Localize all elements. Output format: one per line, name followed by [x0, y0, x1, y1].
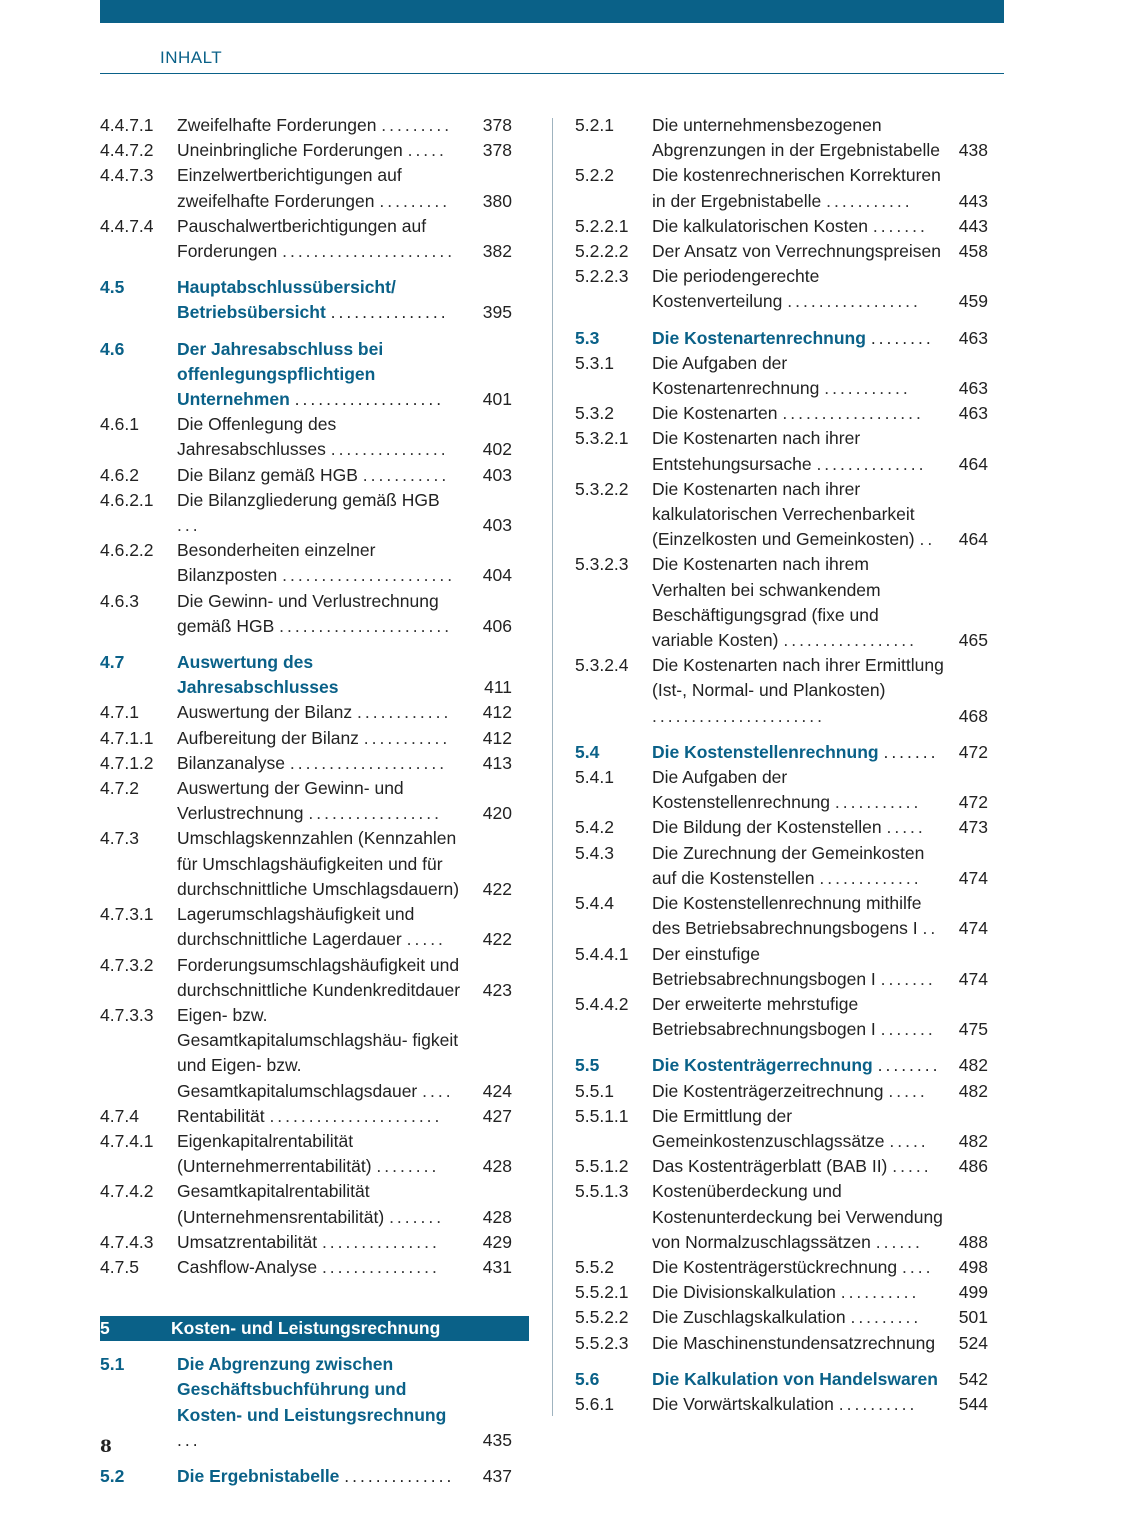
- toc-entry-number: 5.5.1.3: [575, 1181, 629, 1202]
- toc-entry[interactable]: [575, 1079, 988, 1104]
- dot-leader: ......................: [282, 241, 456, 262]
- toc-entry-title: Umschlagskennzahlen (Kennzahlen für Umschlagshäufigkeiten und für durchschnittliche Umschlagsdauern): [177, 828, 460, 899]
- toc-entry-title: Die Offenlegung des Jahresabschlusses: [177, 414, 337, 460]
- toc-entry-number: 4.7.1: [100, 702, 139, 723]
- toc-section-entry[interactable]: [575, 1053, 988, 1078]
- dot-leader: ...........: [362, 464, 450, 485]
- toc-entry-number: 5.4.4.2: [575, 993, 629, 1014]
- toc-entry-number: 5.2: [100, 1465, 125, 1486]
- toc-entry-title: Auswertung der Bilanz: [177, 702, 353, 723]
- toc-entry-number: 4.7.4.2: [100, 1181, 154, 1202]
- toc-section-entry[interactable]: [100, 650, 512, 700]
- chapter-heading[interactable]: [100, 1316, 529, 1341]
- toc-entry[interactable]: [575, 1179, 988, 1255]
- toc-entry-number: 5.5.2.1: [575, 1282, 629, 1303]
- toc-entry-page: 403: [482, 515, 512, 536]
- toc-entry-title: Eigen- bzw. Gesamtkapitalumschlagshäu- figkeit und Eigen- bzw. Gesamtkapitalumschlagsdauer: [177, 1004, 459, 1101]
- dot-leader: .................: [787, 291, 921, 312]
- toc-entry-page: 468: [958, 705, 988, 726]
- toc-entry[interactable]: [575, 351, 988, 401]
- dot-leader: ......................: [279, 615, 453, 636]
- toc-entry-page: 412: [482, 727, 512, 748]
- chapter-number: 5: [100, 1318, 110, 1339]
- toc-entry[interactable]: [100, 589, 512, 639]
- toc-entry-title: Die Kalkulation von Handelswaren: [652, 1368, 938, 1389]
- toc-entry-title: Zweifelhafte Forderungen: [177, 115, 377, 135]
- toc-entry[interactable]: [100, 902, 512, 952]
- toc-entry-page: 378: [482, 140, 512, 161]
- toc-entry-page: 542: [958, 1368, 988, 1389]
- toc-entry-page: 486: [958, 1156, 988, 1177]
- toc-entry-page: 443: [958, 190, 988, 211]
- toc-entry[interactable]: [100, 412, 512, 462]
- toc-entry-number: 4.7.4: [100, 1105, 139, 1126]
- toc-entry[interactable]: [575, 1104, 988, 1154]
- toc-entry-page: 463: [958, 327, 988, 348]
- toc-entry-title: Gesamtkapitalrentabilität (Unternehmensrentabilität): [177, 1181, 385, 1227]
- toc-entry-page: 459: [958, 291, 988, 312]
- toc-entry-title: Die Kostenträgerrechnung: [652, 1055, 873, 1076]
- toc-entry-title: Die kalkulatorischen Kosten: [652, 215, 868, 236]
- dot-leader: ...........: [834, 792, 922, 813]
- toc-entry[interactable]: [575, 1305, 988, 1330]
- toc-entry-title: Einzelwertberichtigungen auf zweifelhafte Forderungen: [177, 165, 402, 211]
- toc-entry-title: Die Bildung der Kostenstellen: [652, 817, 882, 838]
- toc-entry-number: 4.4.7.2: [100, 140, 154, 161]
- toc-entry-number: 5.4.2: [575, 817, 614, 838]
- toc-entry-title: Die Bilanz gemäß HGB: [177, 464, 358, 485]
- toc-entry-title: Das Kostenträgerblatt (BAB II): [652, 1156, 888, 1177]
- toc-entry-title: Die Aufgaben der Kostenstellenrechnung: [652, 767, 831, 813]
- toc-entry-number: 4.6.3: [100, 590, 139, 611]
- header-rule: [100, 73, 1004, 74]
- dot-leader: ...........: [824, 378, 911, 399]
- toc-entry-page: 443: [958, 215, 988, 236]
- toc-entry-title: Kostenüberdeckung und Kostenunterdeckung bei Verwendung von Normalzuschlagssätzen: [652, 1181, 943, 1252]
- dot-leader: ...........: [363, 727, 451, 748]
- dot-leader: ..................: [782, 403, 924, 424]
- toc-entry-title: Die kostenrechnerischen Korrekturen in der Ergebnistabelle: [652, 165, 941, 211]
- toc-entry-title: Die Kostenträgerzeitrechnung: [652, 1080, 884, 1101]
- toc-entry-number: 5.2.2.1: [575, 215, 629, 236]
- toc-entry-page: 464: [958, 453, 988, 474]
- toc-entry[interactable]: [575, 765, 988, 815]
- toc-entry-number: 4.7.4.1: [100, 1130, 154, 1151]
- toc-entry-page: 431: [482, 1256, 512, 1277]
- toc-entry-title: Bilanzanalyse: [177, 752, 285, 773]
- toc-entry-page: 403: [482, 464, 512, 485]
- toc-entry-title: Die Kostenartenrechnung: [652, 327, 866, 348]
- dot-leader: ....: [902, 1256, 934, 1277]
- toc-entry-page: 395: [482, 302, 512, 323]
- toc-entry[interactable]: [100, 1104, 512, 1129]
- toc-entry-title: Rentabilität: [177, 1105, 265, 1126]
- toc-entry-title: Die Kostenarten nach ihrer Ermittlung (Ist-, Normal- und Plankosten): [652, 655, 944, 701]
- toc-entry-number: 5.6: [575, 1368, 600, 1389]
- toc-entry-title: Die Zurechnung der Gemeinkosten auf die Kostenstellen: [652, 842, 925, 888]
- toc-entry[interactable]: [575, 1331, 988, 1356]
- dot-leader: ........: [877, 1055, 941, 1076]
- toc-entry-number: 5.5.1.2: [575, 1156, 629, 1177]
- toc-entry-title: Eigenkapitalrentabilität (Unternehmerrentabilität): [177, 1130, 372, 1177]
- toc-entry-number: 5.5: [575, 1055, 600, 1076]
- dot-leader: .............: [819, 867, 922, 888]
- toc-entry[interactable]: [100, 826, 512, 902]
- toc-section-entry[interactable]: [575, 1367, 988, 1392]
- toc-entry-page: 463: [958, 378, 988, 399]
- page-number: 8: [100, 1437, 112, 1457]
- dot-leader: ..............: [344, 1465, 455, 1486]
- toc-entry-title: Der Jahresabschluss bei offenlegungspflichtigen Unternehmen: [177, 338, 384, 410]
- dot-leader: .................: [308, 803, 443, 824]
- dot-leader: .......: [389, 1206, 445, 1227]
- dot-leader: .......: [880, 968, 936, 989]
- toc-entry-page: 401: [482, 389, 512, 410]
- toc-entry-page: 482: [958, 1055, 988, 1076]
- toc-entry-number: 4.7.3.2: [100, 954, 154, 975]
- toc-entry-page: 544: [958, 1393, 988, 1414]
- toc-entry-title: Aufbereitung der Bilanz: [177, 727, 359, 748]
- dot-leader: .....: [407, 140, 447, 161]
- toc-section-entry[interactable]: [100, 1464, 512, 1489]
- toc-entry-page: 472: [958, 741, 988, 762]
- toc-entry[interactable]: [575, 401, 988, 426]
- toc-entry-number: 5.3.1: [575, 352, 614, 373]
- dot-leader: .......: [872, 215, 928, 236]
- toc-entry-title: Die Vorwärtskalkulation: [652, 1393, 834, 1414]
- toc-entry-number: 5.6.1: [575, 1393, 614, 1414]
- toc-entry-number: 4.6: [100, 338, 125, 359]
- toc-entry[interactable]: [575, 815, 988, 840]
- toc-entry-page: 463: [958, 403, 988, 424]
- toc-section-entry[interactable]: [100, 337, 512, 413]
- dot-leader: .................: [783, 630, 917, 651]
- dot-leader: .....: [888, 1080, 928, 1101]
- toc-entry-page: 412: [482, 702, 512, 723]
- toc-entry[interactable]: [100, 138, 512, 163]
- dot-leader: ...................: [294, 389, 445, 410]
- toc-entry[interactable]: [575, 841, 988, 891]
- toc-entry-number: 4.7.3.3: [100, 1004, 154, 1025]
- toc-entry-number: 5.3: [575, 327, 600, 348]
- toc-entry-title: Pauschalwertberichtigungen auf Forderungen: [177, 215, 427, 262]
- toc-entry-page: 380: [482, 190, 512, 211]
- toc-entry[interactable]: [575, 891, 988, 941]
- toc-entry-page: 473: [958, 817, 988, 838]
- toc-entry-page: 402: [482, 439, 512, 460]
- column-divider: [552, 118, 553, 1416]
- dot-leader: ...............: [330, 302, 449, 323]
- dot-leader: ...............: [330, 439, 449, 460]
- toc-section-entry[interactable]: [100, 275, 512, 325]
- toc-section-entry[interactable]: [100, 1352, 512, 1453]
- section-header: INHALT: [160, 48, 223, 67]
- dot-leader: ......: [875, 1231, 923, 1252]
- toc-entry-title: Die Kostenarten nach ihrer kalkulatorischen Verrechenbarkeit (Einzelkosten und Gemeinkosten): [652, 478, 915, 550]
- dot-leader: ....: [422, 1080, 454, 1101]
- toc-entry-page: 482: [958, 1130, 988, 1151]
- toc-entry-page: 475: [958, 1019, 988, 1040]
- toc-entry[interactable]: [575, 477, 988, 553]
- toc-entry-number: 4.7.3.1: [100, 904, 154, 925]
- toc-entry[interactable]: [575, 942, 988, 992]
- toc-entry-title: Die Kostenträgerstückrechnung: [652, 1256, 898, 1277]
- toc-entry-page: 474: [958, 968, 988, 989]
- toc-entry[interactable]: [575, 113, 988, 163]
- toc-entry-page: 422: [482, 929, 512, 950]
- toc-entry[interactable]: [100, 726, 512, 751]
- dot-leader: ..: [919, 529, 936, 550]
- toc-entry[interactable]: [100, 488, 512, 538]
- toc-entry[interactable]: [100, 751, 512, 776]
- dot-leader: ...............: [321, 1231, 440, 1252]
- toc-entry-title: Die Aufgaben der Kostenartenrechnung: [652, 352, 820, 399]
- toc-entry[interactable]: [575, 653, 988, 729]
- toc-entry-number: 5.4.4.1: [575, 943, 629, 964]
- toc-entry-page: 423: [482, 979, 512, 1000]
- toc-entry-number: 5.3.2.1: [575, 428, 629, 449]
- dot-leader: .........: [379, 190, 451, 211]
- toc-entry-page: 482: [958, 1080, 988, 1101]
- toc-entry-page: 458: [958, 241, 988, 262]
- dot-leader: .....: [889, 1130, 929, 1151]
- toc-entry-number: 5.3.2.2: [575, 478, 629, 499]
- dot-leader: .....: [406, 929, 446, 950]
- toc-entry-page: 429: [482, 1231, 512, 1252]
- dot-leader: ......................: [269, 1105, 443, 1126]
- toc-entry-title: Der Ansatz von Verrechnungspreisen: [652, 241, 941, 262]
- toc-entry[interactable]: [575, 239, 988, 264]
- dot-leader: .....: [892, 1156, 932, 1177]
- chapter-title: Kosten- und Leistungsrechnung: [171, 1318, 441, 1339]
- dot-leader: .....: [886, 817, 926, 838]
- toc-entry-number: 5.2.1: [575, 115, 614, 135]
- toc-entry-number: 5.5.1.1: [575, 1105, 629, 1126]
- toc-entry-page: 382: [482, 241, 512, 262]
- toc-entry-number: 5.5.2.3: [575, 1332, 629, 1353]
- toc-entry-number: 4.7.5: [100, 1256, 139, 1277]
- toc-entry-number: 5.4.4: [575, 893, 614, 914]
- toc-entry-number: 4.4.7.4: [100, 215, 154, 236]
- toc-entry-page: 501: [958, 1307, 988, 1328]
- dot-leader: ..........: [840, 1282, 920, 1303]
- toc-entry-number: 5.4: [575, 741, 600, 762]
- toc-entry-title: Auswertung der Gewinn- und Verlustrechnung: [177, 778, 404, 824]
- toc-entry-number: 5.3.2: [575, 403, 614, 424]
- toc-entry-page: 465: [958, 630, 988, 651]
- dot-leader: .......: [883, 741, 939, 762]
- toc-left-column: [100, 113, 512, 1489]
- dot-leader: ......................: [652, 705, 825, 726]
- toc-entry-title: Die Maschinenstundensatzrechnung: [652, 1332, 936, 1353]
- toc-entry-page: 378: [482, 115, 512, 135]
- dot-leader: ...: [177, 515, 201, 536]
- toc-entry[interactable]: [575, 163, 988, 213]
- toc-entry-number: 4.6.1: [100, 414, 139, 435]
- toc-entry-page: 427: [482, 1105, 512, 1126]
- toc-entry-title: Die unternehmensbezogenen Abgrenzungen in der Ergebnistabelle: [652, 115, 940, 161]
- toc-entry-page: 464: [958, 529, 988, 550]
- toc-entry-number: 4.4.7.1: [100, 115, 154, 135]
- toc-entry-page: 404: [482, 565, 512, 586]
- toc-right-column: [575, 113, 988, 1417]
- toc-entry[interactable]: [575, 214, 988, 239]
- toc-entry-page: 437: [482, 1465, 512, 1486]
- toc-entry-number: 5.5.2: [575, 1256, 614, 1277]
- toc-entry-number: 4.7.4.3: [100, 1231, 154, 1252]
- toc-entry-title: Lagerumschlagshäufigkeit und durchschnittliche Lagerdauer: [177, 904, 415, 950]
- toc-entry-page: 424: [482, 1080, 512, 1101]
- dot-leader: ......................: [282, 565, 456, 586]
- dot-leader: ...............: [321, 1256, 440, 1277]
- toc-entry-title: Die Zuschlagskalkulation: [652, 1307, 846, 1328]
- toc-entry-number: 4.4.7.3: [100, 165, 154, 186]
- toc-entry[interactable]: [100, 163, 512, 213]
- dot-leader: ..: [922, 918, 939, 939]
- toc-entry-title: Der erweiterte mehrstufige Betriebsabrechnungsbogen I: [652, 993, 876, 1040]
- toc-entry-number: 4.6.2.2: [100, 540, 154, 561]
- toc-entry-title: Die periodengerechte Kostenverteilung: [652, 266, 820, 312]
- dot-leader: ..............: [816, 453, 927, 474]
- toc-entry-page: 428: [482, 1156, 512, 1177]
- toc-entry-page: 413: [482, 752, 512, 773]
- toc-entry[interactable]: [575, 992, 988, 1042]
- toc-entry[interactable]: [100, 113, 512, 138]
- toc-entry[interactable]: [100, 776, 512, 826]
- toc-entry-number: 5.2.2: [575, 165, 614, 186]
- dot-leader: .........: [850, 1307, 922, 1328]
- toc-entry-page: 474: [958, 867, 988, 888]
- toc-entry-title: Die Ergebnistabelle: [177, 1465, 340, 1486]
- toc-entry-number: 5.4.3: [575, 842, 614, 863]
- dot-leader: .........: [381, 115, 453, 135]
- toc-entry-page: 411: [484, 677, 512, 698]
- toc-entry-number: 5.1: [100, 1354, 125, 1375]
- toc-entry-title: Uneinbringliche Forderungen: [177, 140, 403, 161]
- toc-entry[interactable]: [575, 1280, 988, 1305]
- toc-entry-title: Besonderheiten einzelner Bilanzposten: [177, 540, 376, 586]
- dot-leader: ............: [356, 702, 452, 723]
- dot-leader: .......: [880, 1019, 936, 1040]
- toc-entry-title: Cashflow-Analyse: [177, 1256, 318, 1277]
- toc-entry-number: 4.7.1.2: [100, 752, 154, 773]
- toc-entry-title: Die Kostenstellenrechnung mithilfe des Betriebsabrechnungsbogens I: [652, 893, 922, 939]
- toc-entry-page: 488: [958, 1231, 988, 1252]
- toc-entry[interactable]: [575, 552, 988, 653]
- toc-entry-number: 4.6.2.1: [100, 489, 154, 510]
- toc-entry[interactable]: [575, 1255, 988, 1280]
- toc-entry[interactable]: [575, 426, 988, 476]
- toc-section-entry[interactable]: [575, 740, 988, 765]
- dot-leader: ..........: [838, 1393, 918, 1414]
- toc-entry-page: 472: [958, 792, 988, 813]
- toc-entry-page: 406: [482, 615, 512, 636]
- toc-entry-page: 524: [958, 1332, 988, 1353]
- toc-entry-number: 4.7.3: [100, 828, 139, 849]
- toc-entry-number: 4.7.1.1: [100, 727, 154, 748]
- toc-entry[interactable]: [100, 1129, 512, 1179]
- toc-entry-title: Umsatzrentabilität: [177, 1231, 318, 1252]
- dot-leader: ........: [376, 1156, 440, 1177]
- toc-entry-page: 422: [482, 878, 512, 899]
- toc-entry-number: 5.3.2.3: [575, 554, 629, 575]
- toc-entry-title: Die Divisionskalkulation: [652, 1282, 836, 1303]
- toc-entry-number: 5.2.2.3: [575, 266, 629, 287]
- toc-entry-number: 5.5.1: [575, 1080, 614, 1101]
- toc-entry[interactable]: [100, 463, 512, 488]
- toc-entry[interactable]: [100, 1179, 512, 1229]
- toc-entry[interactable]: [575, 264, 988, 314]
- toc-entry[interactable]: [100, 538, 512, 588]
- toc-entry-title: Hauptabschlussübersicht/ Betriebsübersicht: [177, 277, 396, 323]
- dot-leader: ...........: [826, 190, 913, 211]
- toc-entry-title: Die Kostenarten: [652, 403, 778, 424]
- toc-entry-number: 4.5: [100, 277, 125, 298]
- toc-entry-page: 498: [958, 1256, 988, 1277]
- toc-entry-title: Die Abgrenzung zwischen Geschäftsbuchführung und Kosten- und Leistungsrechnung: [177, 1354, 447, 1425]
- toc-entry-number: 5.2.2.2: [575, 241, 629, 262]
- dot-leader: ........: [870, 327, 934, 348]
- toc-entry-number: 5.3.2.4: [575, 655, 629, 676]
- toc-entry-title: Die Bilanzgliederung gemäß HGB: [177, 489, 440, 510]
- toc-section-entry[interactable]: [575, 326, 988, 351]
- toc-entry-page: 438: [958, 140, 988, 161]
- toc-entry-page: 499: [958, 1282, 988, 1303]
- toc-entry-title: Der einstufige Betriebsabrechnungsbogen I: [652, 943, 876, 989]
- dot-leader: ....................: [289, 752, 448, 773]
- toc-entry-number: 4.7: [100, 652, 125, 673]
- toc-entry-title: Die Kostenarten nach ihrem Verhalten bei schwankendem Beschäftigungsgrad (fixe und variable Kosten): [652, 554, 881, 651]
- toc-entry[interactable]: [100, 1255, 512, 1280]
- toc-entry[interactable]: [100, 700, 512, 725]
- toc-entry-title: Die Ermittlung der Gemeinkostenzuschlagssätze: [652, 1105, 885, 1151]
- toc-entry[interactable]: [575, 1154, 988, 1179]
- toc-entry-title: Die Kostenarten nach ihrer Entstehungsursache: [652, 428, 861, 474]
- toc-entry-title: Forderungsumschlagshäufigkeit und durchschnittliche Kundenkreditdauer: [177, 954, 461, 1000]
- toc-entry-number: 4.7.2: [100, 778, 139, 799]
- toc-entry-title: Die Kostenstellenrechnung: [652, 741, 879, 762]
- toc-entry-number: 5.5.2.2: [575, 1307, 629, 1328]
- toc-entry[interactable]: [100, 1003, 512, 1104]
- toc-entry[interactable]: [100, 1230, 512, 1255]
- toc-entry-page: 420: [482, 803, 512, 824]
- toc-entry-number: 4.6.2: [100, 464, 139, 485]
- dot-leader: ...: [177, 1429, 201, 1450]
- toc-entry[interactable]: [100, 953, 512, 1003]
- toc-entry-number: 5.4.1: [575, 767, 614, 788]
- toc-entry[interactable]: [100, 214, 512, 264]
- toc-entry-title: Auswertung des Jahresabschlusses: [177, 652, 339, 698]
- top-color-bar: [100, 0, 1004, 23]
- toc-entry-title: Die Gewinn- und Verlustrechnung gemäß HGB: [177, 590, 439, 636]
- toc-entry[interactable]: [575, 1392, 988, 1417]
- toc-entry-page: 428: [482, 1206, 512, 1227]
- toc-entry-page: 474: [958, 918, 988, 939]
- toc-entry-page: 435: [482, 1429, 512, 1450]
